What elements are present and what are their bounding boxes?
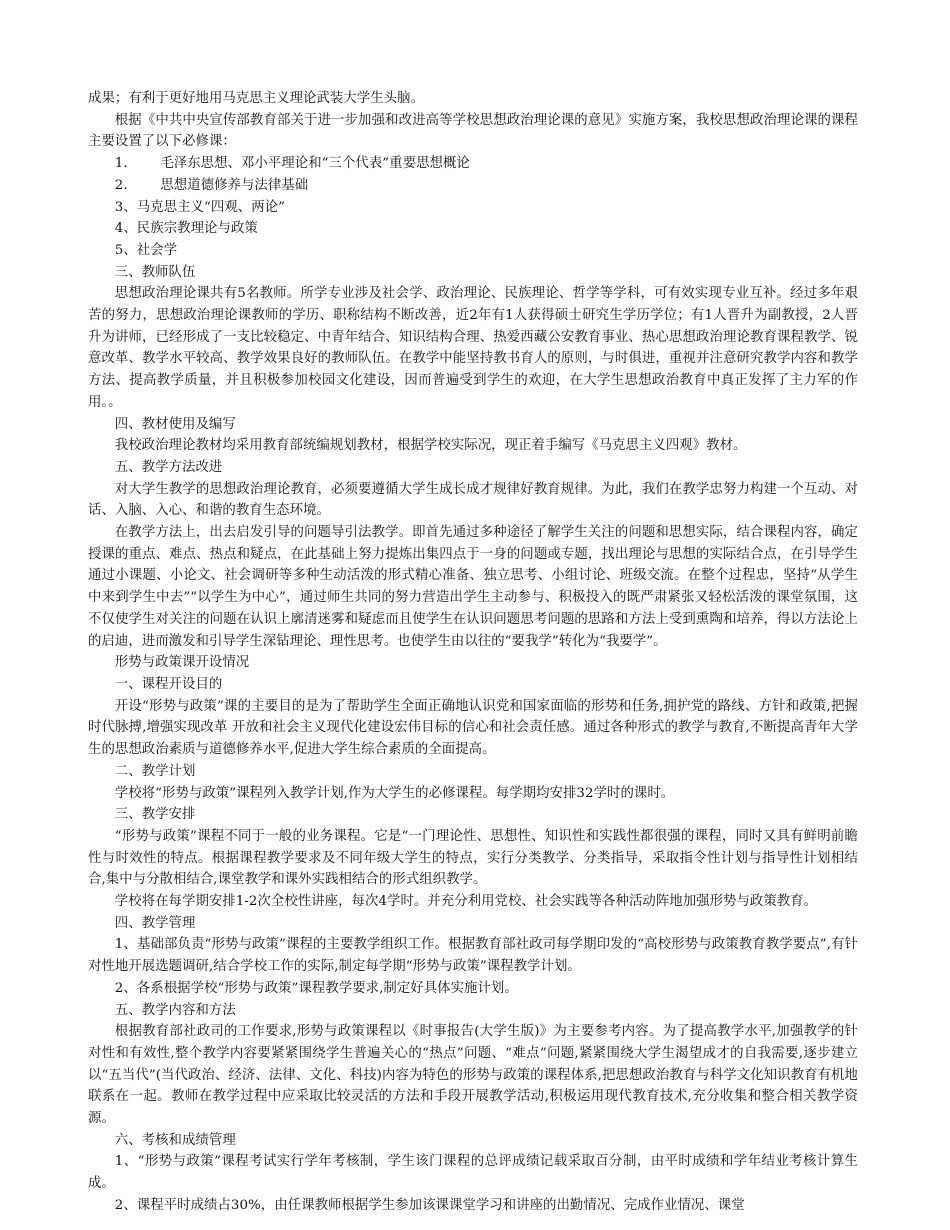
document-body: [88, 88, 858, 1217]
paragraph: 1、“形势与政策”课程考试实行学年考核制，学生该门课程的总评成绩记载采取百分制，由平时成绩和学年结业考核计算生成。: [88, 1154, 858, 1192]
paragraph: 2、各系根据学校“形势与政策”课程教学要求,制定好具体实施计划。: [114, 980, 518, 996]
paragraph: 我校政治理论教材均采用教育部统编规划教材，根据学校实际况，现正着手编写《马克思主义四观》教材。: [114, 438, 747, 454]
paragraph: 根据教育部社政司的工作要求,形势与政策课程以《时事报告(大学生版)》为主要参考内容。为了提高教学水平,加强教学的针对性和有效性,整个教学内容要紧紧围绕学生普遍关心的“热点”问题、“难点”问题,紧紧围绕大学生渴望成才的自我需要,逐步建立以“五当代”(当代政治、经济、法律、文化、科技)内容为特色的形势与政策的课程体系,把思想政治教育与科学文化知识教育有机地联系在一起。教师在教学过程中应采取比较灵活的方法和手段开展教学活动,积极运用现代教育技术,充分收集和整合相关教学资源。: [88, 1024, 858, 1127]
numbered-item: [88, 175, 858, 197]
section-heading: 一、课程开设目的: [114, 676, 223, 692]
paragraph: 1、基础部负责“形势与政策”课程的主要教学组织工作。根据教育部社政司每学期印发的“高校形势与政策教育教学要点”,有针对性地开展选题调研,结合学校工作的实际,制定每学期“形势与政策”课程教学计划。: [88, 937, 858, 975]
item-number: 2.: [114, 177, 128, 193]
section-heading: 二、教学计划: [114, 763, 196, 779]
paragraph: 在教学方法上，出去启发引导的问题导引法教学。即首先通过多种途径了解学生关注的问题和思想实际，结合课程内容，确定授课的重点、难点、热点和疑点，在此基础上努力提炼出集四点于一身的问题或专题，找出理论与思想的实际结合点，在引导学生通过小课题、小论文、社会调研等多种生动活泼的形式精心准备、独立思考、小组讨论、班级交流。在整个过程忠，坚持“从学生中来到学生中去”“以学生为中心”，通过师生共同的努力营造出学生主动参与、积极投入的既严肃紧张又轻松活泼的课堂氛围，这不仅使学生对关注的问题在认识上廓清迷雾和疑虑而且使学生在认识问题思考问题的思路和方法上受到熏陶和培养，得以方法论上的启迪，进而激发和引导学生深钻理论、理性思考。也使学生由以往的“要我学”转化为“我要学”。: [88, 525, 858, 649]
paragraph: 学校将“形势与政策”课程列入教学计划,作为大学生的必修课程。每学期均安排32学时的课时。: [114, 785, 675, 801]
item-text: 思想道德修养与法律基础: [160, 177, 309, 193]
section-heading: 五、教学方法改进: [114, 459, 223, 475]
item-text: 毛泽东思想、邓小平理论和“三个代表”重要思想概论: [160, 156, 470, 172]
section-heading: 六、考核和成绩管理: [114, 1132, 236, 1148]
item-number: 1.: [114, 156, 128, 172]
section-heading: 四、教材使用及编写: [114, 416, 236, 432]
list-item: 3、马克思主义“四观、两论”: [114, 199, 286, 215]
paragraph: 学校将在每学期安排1-2次全校性讲座，每次4学时。并充分利用党校、社会实践等各种活动阵地加强形势与政策教育。: [114, 894, 818, 910]
paragraph: 开设“形势与政策”课的主要目的是为了帮助学生全面正确地认识党和国家面临的形势和任务,拥护党的路线、方针和政策,把握时代脉搏,增强实现改革 开放和社会主义现代化建设宏伟目标的信心和社会责任感。通过各种形式的教学与教育,不断提高青年大学生的思想政治素质与道德修养水平,促进大学生综合素质的全面提高。: [88, 698, 858, 758]
paragraph: 对大学生教学的思想政治理论教育，必须要遵循大学生成长成才规律好教育规律。为此，我们在教学忠努力构建一个互动、对话、入脑、入心、和谐的教育生态环境。: [88, 481, 858, 519]
section-heading: 三、教学安排: [114, 807, 196, 823]
section-heading: 五、教学内容和方法: [114, 1002, 236, 1018]
paragraph: 成果；有利于更好地用马克思主义理论武装大学生头脑。: [88, 91, 425, 106]
paragraph: 2、课程平时成绩占30%，由任课教师根据学生参加该课课堂学习和讲座的出勤情况、完成作业情况、课堂: [114, 1197, 745, 1213]
section-heading: 四、教学管理: [114, 915, 196, 931]
section-heading: 三、教师队伍: [114, 264, 196, 280]
paragraph: 思想政治理论课共有5名教师。所学专业涉及社会学、政治理论、民族理论、哲学等学科，可有效实现专业互补。经过多年艰苦的努力，思想政治理论课教师的学历、职称结构不断改善，近2年有1人获得硕士研究生学历学位；有1人晋升为副教授，2人晋升为讲师，已经形成了一支比较稳定、中青年结合、知识结构合理、热爱西藏公安教育事业、热心思想政治理论教育课程教学、锐意改革、教学水平较高、教学效果良好的教师队伍。在教学中能坚持教书育人的原则，与时俱进，重视并注意研究教学内容和教学方法、提高教学质量，并且积极参加校园文化建设，因而普遍受到学生的欢迎，在大学生思想政治教育中真正发挥了主力军的作用。。: [88, 286, 858, 410]
numbered-item: [88, 153, 858, 175]
list-item: 4、民族宗教理论与政策: [114, 221, 258, 237]
paragraph: 根据《中共中央宣传部教育部关于进一步加强和改进高等学校思想政治理论课的意见》实施方案，我校思想政治理论课的课程主要设置了以下必修课：: [88, 112, 858, 150]
list-item: 5、社会学: [114, 242, 178, 258]
section-title: 形势与政策课开设情况: [114, 655, 250, 671]
paragraph: “形势与政策”课程不同于一般的业务课程。它是“一门理论性、思想性、知识性和实践性都很强的课程，同时又具有鲜明前瞻性与时效性的特点。根据课程教学要求及不同年级大学生的特点，实行分类教学、分类指导，采取指令性计划与指导性计划相结合,集中与分散相结合,课堂教学和课外实践相结合的形式组织教学。: [88, 828, 858, 888]
